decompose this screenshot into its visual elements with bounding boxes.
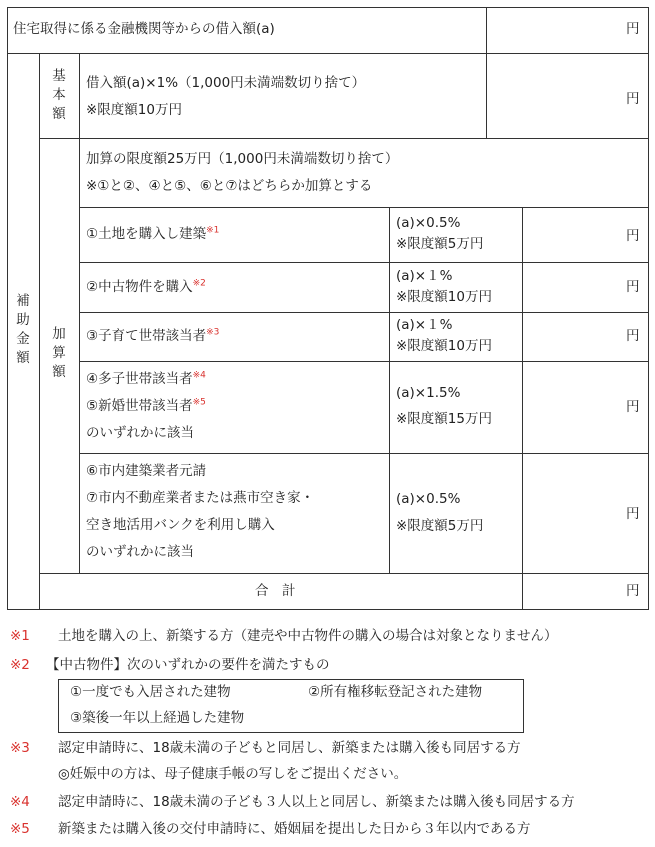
addition-row-4-yen: 円 bbox=[626, 399, 640, 415]
addition-row-1-label: ①土地を購入し建築$^{※1}$ bbox=[86, 225, 220, 242]
note-4-text: 認定申請時に、18歳未満の子ども３人以上と同居し、新築または購入後も同居する方 bbox=[58, 794, 575, 810]
addition-row-5-line3: 空き地活用バンクを利用し購入 bbox=[86, 517, 275, 533]
addition-row-5-line1: ⑥市内建築業者元請 bbox=[86, 463, 207, 479]
note-1-mark: ※1 bbox=[10, 628, 30, 644]
criteria-3: ③築後一年以上経過した建物 bbox=[70, 710, 245, 726]
note-ref-1: ※1 bbox=[206, 225, 220, 236]
addition-intro2: ※①と②、④と⑤、⑥と⑦はどちらか加算とする bbox=[86, 178, 373, 194]
note-2-mark: ※2 bbox=[10, 657, 30, 673]
note-5-text: 新築または購入後の交付申請時に、婚姻届を提出した日から３年以内である方 bbox=[58, 821, 531, 837]
addition-row-2-yen: 円 bbox=[626, 279, 640, 295]
loan-amount-yen: 円 bbox=[626, 21, 640, 37]
base-line2: ※限度額10万円 bbox=[86, 102, 182, 118]
addition-row-4-rate: (a)×1.5% bbox=[396, 385, 461, 401]
note-1-text: 土地を購入の上、新築する方（建売や中古物件の購入の場合は対象となりません） bbox=[58, 628, 558, 644]
addition-row-2-label: ②中古物件を購入$^{※2}$ bbox=[86, 278, 206, 295]
note-ref-3: ※3 bbox=[206, 327, 220, 338]
addition-row-5-yen: 円 bbox=[626, 506, 640, 522]
note-3-mark: ※3 bbox=[10, 740, 30, 756]
addition-row-3-rate: (a)×１% bbox=[396, 317, 453, 333]
addition-row-5-line4: のいずれかに該当 bbox=[86, 544, 194, 560]
addition-row-2-limit: ※限度額10万円 bbox=[396, 289, 492, 305]
addition-row-3-limit: ※限度額10万円 bbox=[396, 338, 492, 354]
note-4-mark: ※4 bbox=[10, 794, 30, 810]
addition-row-4-line2: ⑤新婚世帯該当者$^{※5}$ bbox=[86, 397, 206, 414]
total-yen: 円 bbox=[626, 583, 640, 599]
addition-row-5-rate: (a)×0.5% bbox=[396, 491, 461, 507]
addition-row-1-limit: ※限度額5万円 bbox=[396, 236, 484, 252]
addition-intro1: 加算の限度額25万円（1,000円未満端数切り捨て） bbox=[86, 151, 399, 167]
addition-label: 加 算 額 bbox=[52, 326, 66, 380]
base-yen: 円 bbox=[626, 91, 640, 107]
note-3-sub: ◎妊娠中の方は、母子健康手帳の写しをご提出ください。 bbox=[58, 766, 408, 782]
total-label: 合 計 bbox=[255, 583, 296, 599]
addition-row-4-line3: のいずれかに該当 bbox=[86, 425, 194, 441]
note-3-text: 認定申請時に、18歳未満の子どもと同居し、新築または購入後も同居する方 bbox=[58, 740, 521, 756]
note-ref-5: ※5 bbox=[192, 397, 206, 408]
base-label: 基 本 額 bbox=[52, 68, 66, 122]
addition-row-3-label: ③子育て世帯該当者$^{※3}$ bbox=[86, 327, 220, 344]
base-line1: 借入額(a)×1%（1,000円未満端数切り捨て） bbox=[86, 75, 366, 91]
loan-amount-label: 住宅取得に係る金融機関等からの借入額(a) bbox=[13, 21, 275, 37]
addition-row-5-limit: ※限度額5万円 bbox=[396, 518, 484, 534]
addition-row-3-yen: 円 bbox=[626, 328, 640, 344]
criteria-2: ②所有権移転登記された建物 bbox=[308, 684, 483, 700]
note-2-text: 【中古物件】次のいずれかの要件を満たすもの bbox=[46, 657, 330, 673]
addition-row-4-limit: ※限度額15万円 bbox=[396, 411, 492, 427]
criteria-1: ①一度でも入居された建物 bbox=[70, 684, 231, 700]
addition-row-1-rate: (a)×0.5% bbox=[396, 215, 461, 231]
addition-row-2-rate: (a)×１% bbox=[396, 268, 453, 284]
note-ref-2: ※2 bbox=[192, 278, 206, 289]
note-ref-4: ※4 bbox=[192, 370, 206, 381]
subsidy-label: 補 助 金 額 bbox=[16, 293, 30, 366]
note-5-mark: ※5 bbox=[10, 821, 30, 837]
addition-row-1-yen: 円 bbox=[626, 228, 640, 244]
addition-row-4-line1: ④多子世帯該当者$^{※4}$ bbox=[86, 370, 206, 387]
addition-row-5-line2: ⑦市内不動産業者または燕市空き家・ bbox=[86, 490, 315, 506]
